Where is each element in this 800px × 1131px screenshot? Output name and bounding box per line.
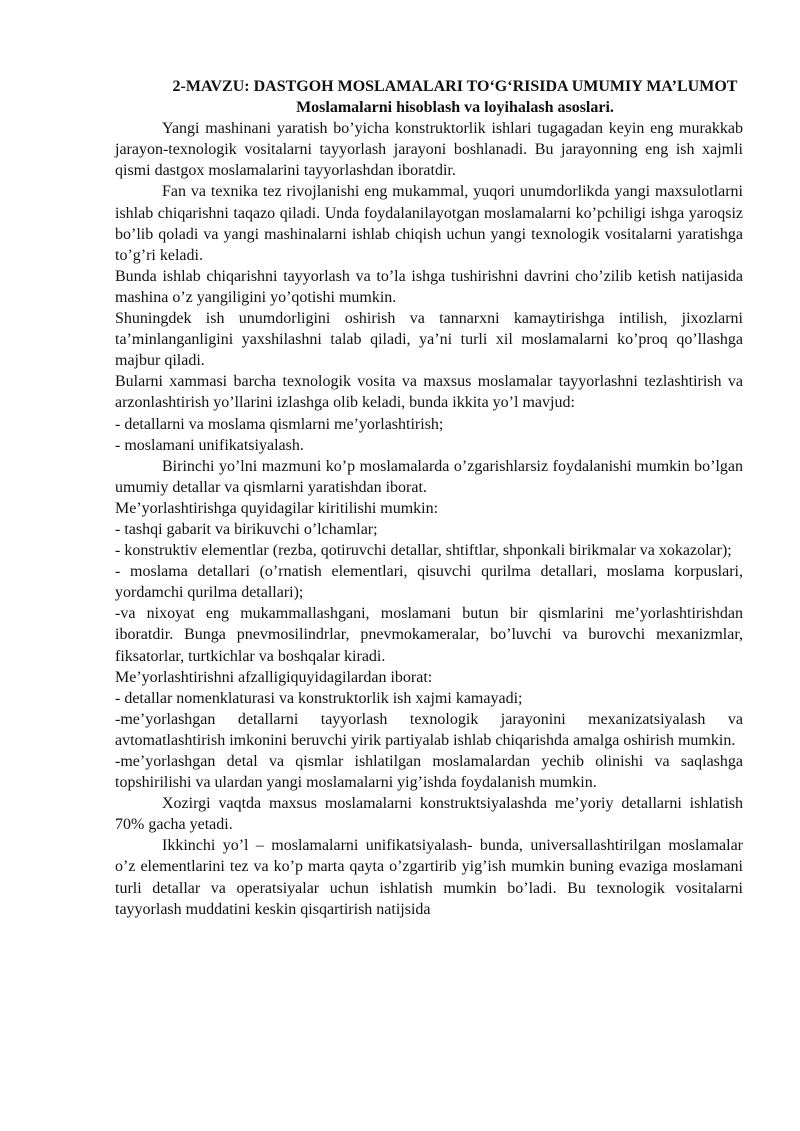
list-item: - detallar nomenklaturasi va konstruktorlik ish xajmi kamayadi; xyxy=(115,689,523,707)
document-title: 2-MAVZU: DASTGOH MOSLAMALARI TO‘G‘RISIDA UMUMIY MA’LUMOT xyxy=(172,78,738,95)
list-item: - konstruktiv elementlar (rezba, qotiruvchi detallar, shtiftlar, shponkali birikmalar va xokazolar); xyxy=(115,542,732,560)
paragraph: Yangi mashinani yaratish bo’yicha konstruktorlik ishlari tugagadan keyin eng murakkab jarayon-texnologik vositalarni tayyorlash jarayoni boshlanadi. Bu jarayonning eng ish xajmli qismi dastgox moslamalarini tayyorlashdan iboratdir. xyxy=(115,120,743,180)
list-item: -me’yorlashgan detal va qismlar ishlatilgan moslamalardan yechib olinishi va saqlashga topshirilishi va ulardan yangi moslamalarni yig’ishda foydalanish mumkin. xyxy=(115,753,743,792)
list-item: - moslamani unifikatsiyalash. xyxy=(115,436,304,454)
paragraph: Shuningdek ish unumdorligini oshirish va tannarxni kamaytirishga intilish, jixozlarni ta’minlanganligini yaxshilashni talab qiladi, ya’ni turli xil moslamalarni ko’proq qo’llashga majbur qiladi. xyxy=(115,310,743,370)
list-item: -va nixoyat eng mukammallashgani, moslamani butun bir qismlarini me’yorlashtirishdan iboratdir. Bunga pnevmosilindrlar, pnevmokameralar, bo’luvchi va burovchi mexanizmlar, fiksatorlar, turtkichlar va boshqalar kiradi. xyxy=(115,605,743,665)
paragraph: Me’yorlashtirishga quyidagilar kiritilishi mumkin: xyxy=(115,499,439,517)
list-item: - tashqi gabarit va birikuvchi o’lchamlar; xyxy=(115,520,378,538)
paragraph: Bunda ishlab chiqarishni tayyorlash va to’la ishga tushirishni davrini cho’zilib ketish natijasida mashina o’z yangiligini yo’qotishi mumkin. xyxy=(115,267,743,306)
paragraph: Xozirgi vaqtda maxsus moslamalarni konstruktsiyalashda me’yoriy detallarni ishlatish 70% gacha yetadi. xyxy=(115,795,743,834)
list-item: -me’yorlashgan detallarni tayyorlash texnologik jarayonini mexanizatsiyalash va avtomatlashtirish imkonini beruvchi yirik partiyalab ishlab chiqarishda amalga oshirish mumkin. xyxy=(115,710,743,749)
list-item: - moslama detallari (o’rnatish elementlari, qisuvchi qurilma detallari, moslama korpuslari, yordamchi qurilma detallari); xyxy=(115,563,743,602)
paragraph: Bularni xammasi barcha texnologik vosita va maxsus moslamalar tayyorlashni tezlashtirish va arzonlashtirish yo’llarini izlashga olib keladi, bunda ikkita yo’l mavjud: xyxy=(115,373,743,412)
document-subtitle: Moslamalarni hisoblash va loyihalash asoslari. xyxy=(296,99,614,117)
list-item: - detallarni va moslama qismlarni me’yorlashtirish; xyxy=(115,415,444,433)
document-page xyxy=(115,76,743,920)
paragraph: Ikkinchi yo’l – moslamalarni unifikatsiyalash- bunda, universallashtirilgan moslamalar o’z elementlarini tez va ko’p marta qayta o’zgartirib yig’ish mumkin buning evaziga moslamani turli detallar va operatsiyalar uchun ishlatish mumkin bo’ladi. Bu texnologik vositalarni tayyorlash muddatini keskin qisqartirish natijsida xyxy=(115,837,743,918)
paragraph: Birinchi yo’lni mazmuni ko’p moslamalarda o’zgarishlarsiz foydalanishi mumkin bo’lgan umumiy detallar va qismlarni yaratishdan iborat. xyxy=(115,457,743,496)
paragraph: Me’yorlashtirishni afzalligiquyidagilardan iborat: xyxy=(115,668,433,686)
paragraph: Fan va texnika tez rivojlanishi eng mukammal, yuqori unumdorlikda yangi maxsulotlarni ishlab chiqarishni taqazo qiladi. Unda foydalanilayotgan moslamalarni ko’pchiligi ishga yaroqsiz bo’lib qoladi va yangi mashinalarni ishlab chiqish uchun yangi texnologik vositalarni yaratishga to’g’ri keladi. xyxy=(115,183,743,264)
